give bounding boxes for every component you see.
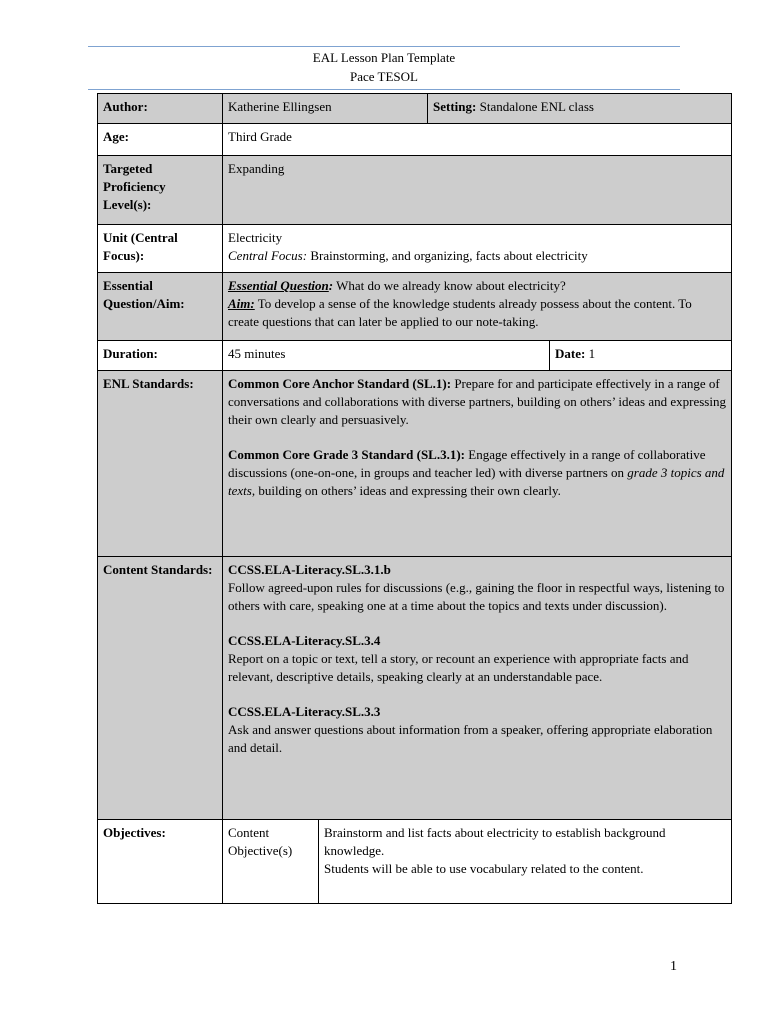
enl-standard-2-title: Common Core Grade 3 Standard (SL.3.1): — [228, 447, 466, 462]
essential-label: Essential Question/Aim: — [98, 273, 223, 341]
essential-cell — [223, 273, 732, 341]
content-standard-2-title: CCSS.ELA-Literacy.SL.3.4 — [228, 633, 381, 648]
objective-line-2: Students will be able to use vocabulary related to the content. — [324, 861, 644, 876]
duration-value: 45 minutes — [223, 341, 550, 371]
proficiency-value: Expanding — [223, 156, 732, 225]
row-author — [98, 94, 732, 124]
content-standard-3-title: CCSS.ELA-Literacy.SL.3.3 — [228, 704, 381, 719]
content-standard-3-text: Ask and answer questions about information from a speaker, offering appropriate elaboration and detail. — [228, 722, 713, 755]
author-label: Author: — [98, 94, 223, 124]
row-essential — [98, 273, 732, 341]
unit-value: Electricity — [228, 230, 283, 245]
date-value: 1 — [588, 346, 596, 361]
aim-line — [228, 295, 726, 331]
central-focus-label: Central Focus: — [228, 248, 308, 263]
row-proficiency — [98, 156, 732, 225]
duration-label: Duration: — [98, 341, 223, 371]
row-age — [98, 124, 732, 156]
author-value: Katherine Ellingsen — [223, 94, 428, 124]
enl-standards-cell — [223, 371, 732, 557]
row-duration — [98, 341, 732, 371]
setting-value: Standalone ENL class — [479, 99, 594, 114]
header-rule-bottom — [88, 89, 680, 90]
document-subtitle: Pace TESOL — [350, 69, 418, 84]
enl-standard-1-title: Common Core Anchor Standard (SL.1): — [228, 376, 452, 391]
age-value: Third Grade — [223, 124, 732, 156]
central-focus-line — [228, 247, 726, 265]
row-enl-standards — [98, 371, 732, 557]
document-title: EAL Lesson Plan Template — [312, 50, 456, 65]
setting-cell — [428, 94, 732, 124]
row-unit — [98, 225, 732, 273]
page-number: 1 — [670, 959, 677, 974]
enl-standard-1-text: Prepare for and participate effectively in a range of conversations and collaborations with diverse partners, building on others’ ideas and expressing their own clearly and persuasively. — [228, 376, 726, 427]
row-objectives — [98, 820, 732, 904]
central-focus-value: Brainstorming, and organizing, facts about electricity — [310, 248, 588, 263]
objective-line-1: Brainstorm and list facts about electricity to establish background knowledge. — [324, 825, 666, 858]
content-standard-1-text: Follow agreed-upon rules for discussions (e.g., gaining the floor in respectful ways, listening to others with care, speaking one at a time about the topics and texts under discussion). — [228, 580, 725, 613]
age-label: Age: — [98, 124, 223, 156]
date-cell — [550, 341, 732, 371]
date-label: Date: — [555, 346, 586, 361]
unit-cell — [223, 225, 732, 273]
essential-question-label: Essential Question — [228, 278, 329, 293]
setting-label: Setting: — [433, 99, 477, 114]
content-objectives-label: Content Objective(s) — [223, 820, 319, 904]
enl-standard-2: Common Core Grade 3 Standard (SL.3.1): Engage effectively in a range of collaborative discussions (one-on-one, in groups and teacher led) with diverse partners on grade 3 topics and texts, building on others’ ideas and expressing their own clearly. — [228, 447, 725, 498]
lesson-plan-table — [97, 93, 732, 904]
content-standards-label: Content Standards: — [98, 557, 223, 820]
aim-label: Aim: — [228, 296, 255, 311]
proficiency-label: Targeted Proficiency Level(s): — [98, 156, 223, 225]
objectives-label: Objectives: — [98, 820, 223, 904]
row-content-standards — [98, 557, 732, 820]
enl-standard-1 — [228, 375, 726, 429]
content-standard-1-title: CCSS.ELA-Literacy.SL.3.1.b — [228, 562, 391, 577]
content-standards-cell — [223, 557, 732, 820]
essential-question-value: What do we already know about electricity? — [336, 278, 566, 293]
essential-question-line: Essential Question: What do we already know about electricity? — [228, 278, 566, 293]
unit-label: Unit (Central Focus): — [98, 225, 223, 273]
objectives-cell — [319, 820, 732, 904]
content-standard-2-text: Report on a topic or text, tell a story, or recount an experience with appropriate facts and relevant, descriptive details, speaking clearly at an understandable pace. — [228, 651, 689, 684]
header-rule-top — [88, 46, 680, 47]
enl-standards-label: ENL Standards: — [98, 371, 223, 557]
aim-value: To develop a sense of the knowledge students already possess about the content. To create questions that can later be applied to our note-taking. — [228, 296, 692, 329]
